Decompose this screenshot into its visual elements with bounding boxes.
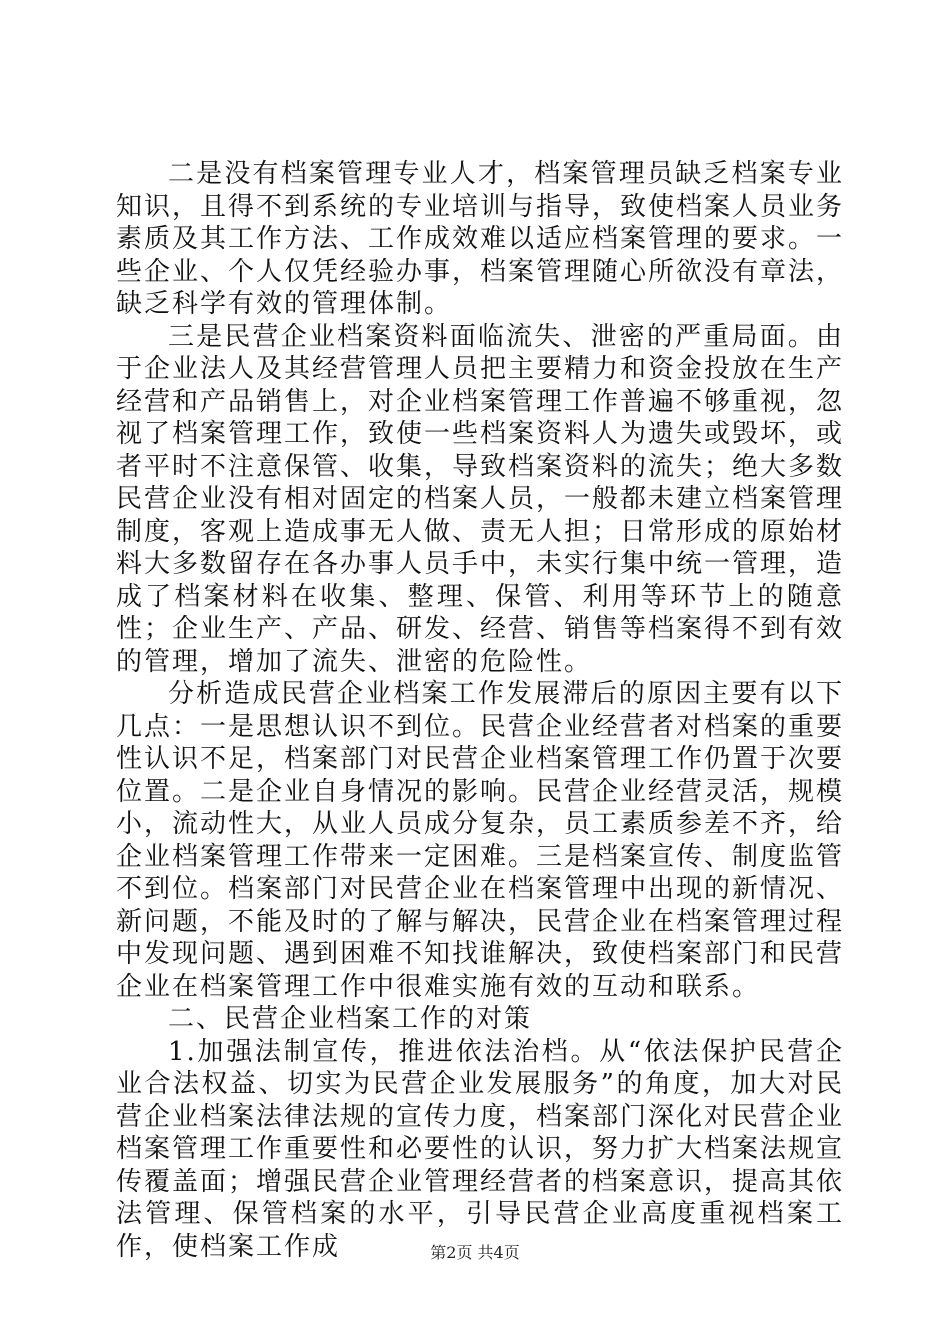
- section-heading: 二、民营企业档案工作的对策: [168, 1004, 533, 1034]
- document-body: [116, 158, 844, 1263]
- paragraph-1: 二是没有档案管理专业人才，档案管理员缺乏档案专业知识，且得不到系统的专业培训与指导，致使档案人员业务素质及其工作方法、工作成效难以适应档案管理的要求。一些企业、个人仅凭经验办事，档案管理随心所欲没有章法，缺乏科学有效的管理体制。: [116, 159, 845, 319]
- page-footer: 第2页 共4页: [430, 1243, 520, 1262]
- paragraph-3: 分析造成民营企业档案工作发展滞后的原因主要有以下几点：一是思想认识不到位。民营企业经营者对档案的重要性认识不足，档案部门对民营企业档案管理工作仍置于次要位置。二是企业自身情况的影响。民营企业经营灵活，规模小，流动性大，从业人员成分复杂，员工素质参差不齐，给企业档案管理工作带来一定困难。三是档案宣传、制度监管不到位。档案部门对民营企业在档案管理中出现的新情况、新问题，不能及时的了解与解决，民营企业在档案管理过程中发现问题、遇到困难不知找谁解决，致使档案部门和民营企业在档案管理工作中很难实施有效的互动和联系。: [116, 679, 845, 1002]
- paragraph-2: 三是民营企业档案资料面临流失、泄密的严重局面。由于企业法人及其经营管理人员把主要精力和资金投放在生产经营和产品销售上，对企业档案管理工作普遍不够重视，忽视了档案管理工作，致使一些档案资料人为遗失或毁坏，或者平时不注意保管、收集，导致档案资料的流失；绝大多数民营企业没有相对固定的档案人员，一般都未建立档案管理制度，客观上造成事无人做、责无人担；日常形成的原始材料大多数留存在各办事人员手中，未实行集中统一管理，造成了档案材料在收集、整理、保管、利用等环节上的随意性；企业生产、产品、研发、经营、销售等档案得不到有效的管理，增加了流失、泄密的危险性。: [116, 321, 845, 677]
- paragraph-4: 1.加强法制宣传，推进依法治档。从“依法保护民营企业合法权益、切实为民营企业发展服务”的角度，加大对民营企业档案法律法规的宣传力度，档案部门深化对民营企业档案管理工作重要性和必要性的认识，努力扩大档案法规宣传覆盖面；增强民营企业管理经营者的档案意识，提高其依法管理、保管档案的水平，引导民营企业高度重视档案工作，使档案工作成: [116, 1036, 845, 1262]
